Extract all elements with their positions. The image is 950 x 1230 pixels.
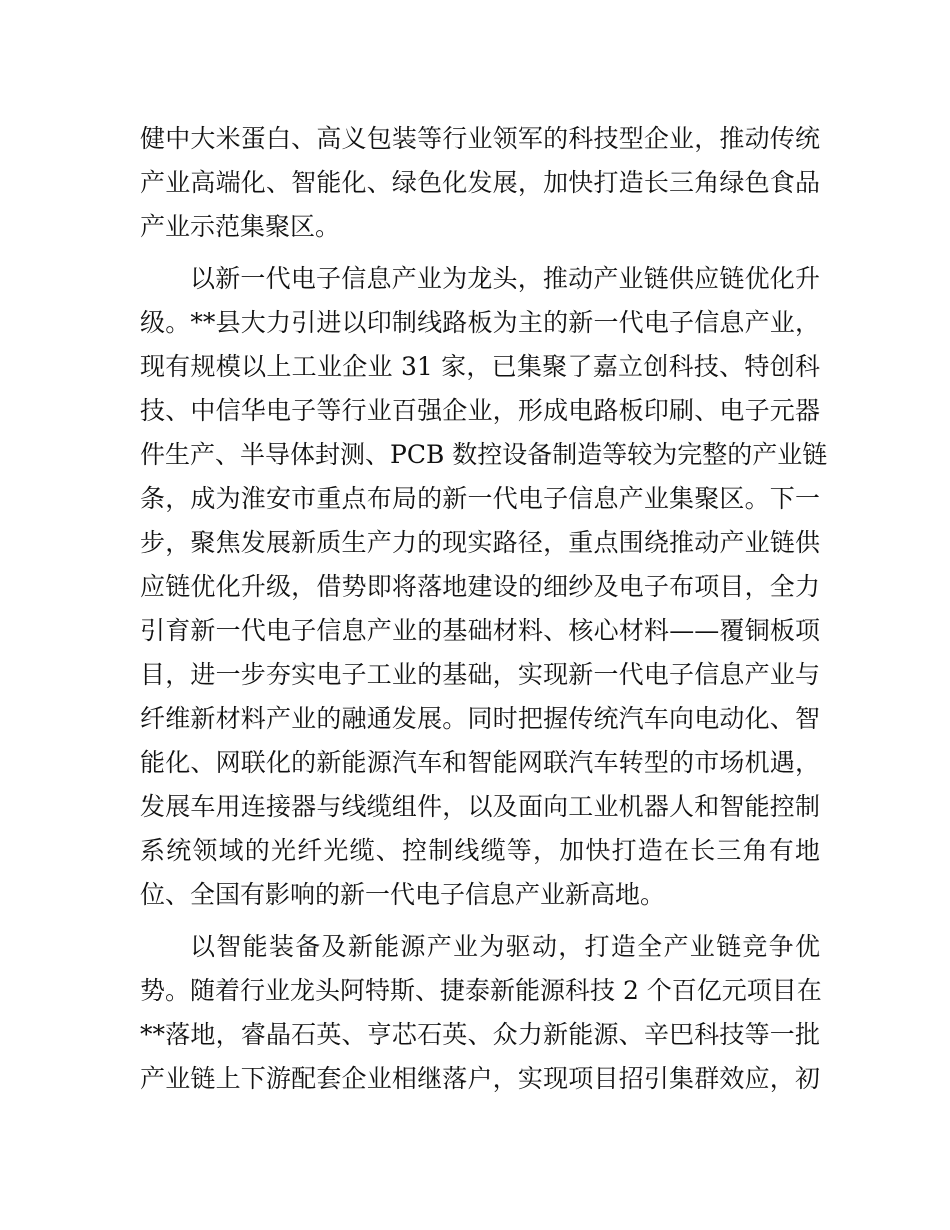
text-line: 以新一代电子信息产业为龙头，推动产业链供应链优化升 [190, 264, 820, 293]
text-line: 发展车用连接器与线缆组件，以及面向工业机器人和智能控制 [140, 792, 820, 821]
text-line: 技、中信华电子等行业百强企业，形成电路板印刷、电子元器 [140, 396, 820, 425]
text-line: 位、全国有影响的新一代电子信息产业新高地。 [140, 880, 666, 909]
text-line: 产业示范集聚区。 [140, 212, 341, 241]
text-line: 步，聚焦发展新质生产力的现实路径，重点围绕推动产业链供 [140, 528, 820, 557]
text-line: **落地，睿晶石英、亨芯石英、众力新能源、辛巴科技等一批 [140, 1020, 820, 1049]
paragraph-gap [140, 249, 820, 257]
text-line: 级。**县大力引进以印制线路板为主的新一代电子信息产业， [140, 308, 820, 337]
text-line: 引育新一代电子信息产业的基础材料、核心材料——覆铜板项 [140, 616, 820, 645]
text-line: 应链优化升级，借势即将落地建设的细纱及电子布项目，全力 [140, 572, 820, 601]
text-line: 健中大米蛋白、高义包装等行业领军的科技型企业，推动传统 [140, 124, 820, 153]
paragraph-1 [140, 117, 820, 249]
text-line: 系统领域的光纤光缆、控制线缆等，加快打造在长三角有地 [140, 836, 820, 865]
text-line: 现有规模以上工业企业 31 家，已集聚了嘉立创科技、特创科 [140, 352, 820, 381]
paragraph-gap [140, 917, 820, 925]
document-body [140, 117, 828, 1101]
text-line: 纤维新材料产业的融通发展。同时把握传统汽车向电动化、智 [140, 704, 820, 733]
text-line: 件生产、半导体封测、PCB 数控设备制造等较为完整的产业链 [140, 440, 828, 469]
paragraph-2 [140, 257, 828, 917]
text-line: 产业高端化、智能化、绿色化发展，加快打造长三角绿色食品 [140, 168, 820, 197]
paragraph-3 [140, 925, 820, 1101]
text-line: 目，进一步夯实电子工业的基础，实现新一代电子信息产业与 [140, 660, 820, 689]
text-line: 产业链上下游配套企业相继落户，实现项目招引集群效应，初 [140, 1064, 820, 1093]
text-line: 条，成为淮安市重点布局的新一代电子信息产业集聚区。下一 [140, 484, 820, 513]
text-line: 以智能装备及新能源产业为驱动，打造全产业链竞争优 [190, 932, 820, 961]
text-line: 能化、网联化的新能源汽车和智能网联汽车转型的市场机遇， [140, 748, 820, 777]
text-line: 势。随着行业龙头阿特斯、捷泰新能源科技 2 个百亿元项目在 [140, 976, 822, 1005]
